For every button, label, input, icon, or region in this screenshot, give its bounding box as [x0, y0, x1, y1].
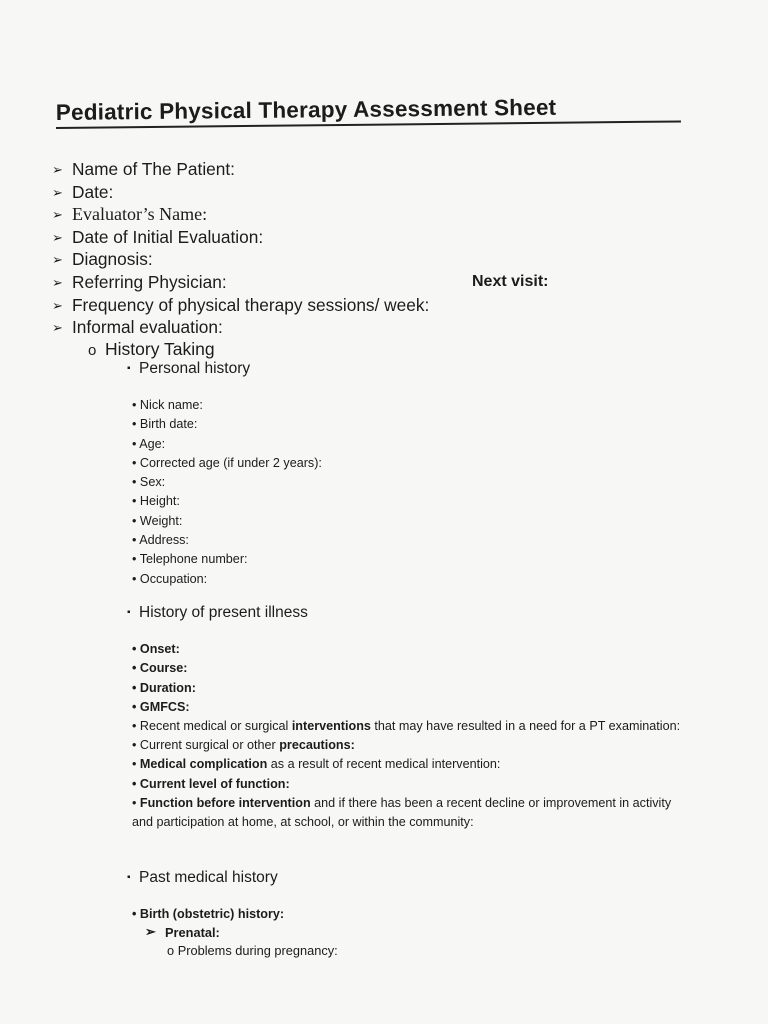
list-item: • Height: — [132, 494, 180, 509]
arrow-bullet-icon: ➢ — [52, 184, 63, 200]
list-item: • Corrected age (if under 2 years): — [132, 455, 322, 470]
personal-history-list — [132, 396, 692, 589]
arrow-bullet-icon: ➢ — [52, 252, 63, 268]
circle-bullet-icon: o — [167, 943, 178, 958]
list-item: • Medical complication as a result of recent medical intervention: — [132, 757, 501, 772]
past-medical-list — [132, 905, 692, 924]
list-item: • Nick name: — [132, 398, 203, 412]
present-illness-list — [132, 640, 692, 832]
personal-history-heading: ▪ Personal history — [127, 360, 251, 377]
page-title: Pediatric Physical Therapy Assessment Sheet — [56, 93, 681, 129]
list-item: • Function before intervention and if there has been a recent decline or improvement in activity and participation at home, at school, or within the community: — [132, 796, 672, 830]
list-item: • Sex: — [132, 475, 166, 490]
list-item: • Course: — [132, 661, 188, 676]
main-info-list — [52, 158, 692, 339]
arrow-bullet-icon: ➢ — [145, 924, 156, 939]
arrow-bullet-icon: ➢ — [52, 229, 63, 245]
list-item: • Occupation: — [132, 571, 208, 586]
list-item: • Telephone number: — [132, 552, 248, 567]
list-item: ➢ Diagnosis: — [52, 249, 153, 270]
list-item: ➢ Referring Physician: Next visit: — [52, 271, 549, 292]
square-bullet-icon: ▪ — [127, 872, 131, 883]
list-item: • Onset: — [132, 642, 180, 656]
circle-bullet-icon: o — [88, 342, 97, 359]
arrow-bullet-icon: ➢ — [52, 297, 63, 313]
list-item: • Recent medical or surgical interventions that may have resulted in a need for a PT examination: — [132, 719, 681, 734]
list-item: • GMFCS: — [132, 699, 190, 714]
list-item: ➢ Date: — [52, 181, 114, 202]
prenatal-item: ➢ Prenatal: — [145, 924, 220, 940]
past-medical-heading: ▪ Past medical history — [127, 869, 278, 886]
square-bullet-icon: ▪ — [127, 607, 131, 618]
list-item: ➢ Date of Initial Evaluation: — [52, 226, 264, 247]
list-item: ➢ Name of The Patient: — [52, 159, 235, 179]
arrow-bullet-icon: ➢ — [52, 207, 63, 223]
arrow-bullet-icon: ➢ — [52, 320, 63, 336]
arrow-bullet-icon: ➢ — [52, 274, 63, 290]
next-visit-label: Next visit: — [472, 272, 549, 290]
square-bullet-icon: ▪ — [127, 363, 131, 374]
history-taking-heading: o History Taking — [88, 339, 215, 359]
list-item: ➢ Informal evaluation: — [52, 317, 223, 338]
list-item: • Duration: — [132, 680, 196, 695]
list-item: • Birth (obstetric) history: — [132, 907, 285, 921]
list-item: • Age: — [132, 436, 166, 451]
list-item: ➢ Evaluator’s Name: — [52, 204, 208, 225]
list-item: • Birth date: — [132, 417, 198, 432]
list-item: • Weight: — [132, 513, 183, 528]
list-item: • Address: — [132, 533, 189, 548]
problems-item: o Problems during pregnancy: — [167, 943, 338, 958]
present-illness-heading: ▪ History of present illness — [127, 604, 308, 621]
arrow-bullet-icon: ➢ — [52, 162, 63, 177]
list-item: ➢ Frequency of physical therapy sessions/ week: — [52, 294, 430, 315]
list-item: • Current surgical or other precautions: — [132, 738, 355, 753]
list-item: • Current level of function: — [132, 776, 290, 791]
